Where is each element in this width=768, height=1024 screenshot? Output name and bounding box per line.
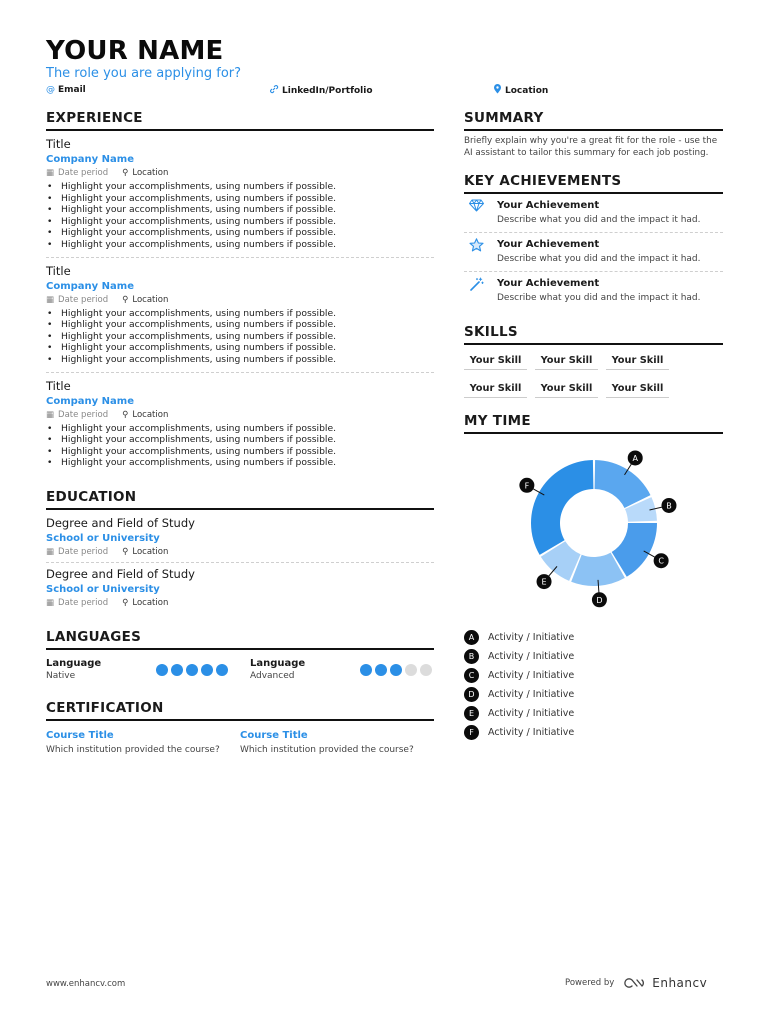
school-name: School or University (46, 532, 160, 544)
donut-slice-a (595, 460, 651, 508)
map-pin-icon: ⚲ (122, 294, 129, 305)
languages-heading: LANGUAGES (46, 629, 434, 650)
callout-label: E (541, 577, 547, 587)
callout-label: C (658, 556, 664, 566)
job-meta (46, 167, 434, 179)
contact-location (493, 84, 548, 98)
skill-tag: Your Skill (464, 379, 527, 398)
job-location (122, 409, 168, 421)
map-pin-icon (493, 84, 502, 98)
location-text: Location (132, 168, 169, 178)
donut-svg (464, 438, 723, 618)
date-text: Date period (58, 597, 109, 608)
date-text: Date period (58, 409, 109, 420)
date-text: Date period (58, 294, 109, 305)
calendar-icon: ▦ (46, 597, 55, 608)
divider (46, 562, 434, 563)
my-time-heading: MY TIME (464, 413, 723, 434)
date-period (46, 546, 108, 558)
date-text: Date period (58, 168, 109, 178)
legend-label: Activity / Initiative (488, 651, 575, 662)
rating-dot (390, 664, 402, 676)
rating-dot (171, 664, 183, 676)
date-period (46, 294, 108, 306)
experience-heading: EXPERIENCE (46, 110, 434, 131)
skills-heading: SKILLS (464, 324, 723, 345)
legend-item (464, 647, 723, 666)
achievement-item (464, 233, 723, 272)
language-level: Advanced (250, 670, 295, 681)
list-item: • Highlight your accomplishments, using numbers if possible. (46, 227, 434, 239)
calendar-icon: ▦ (46, 168, 55, 178)
education-meta (46, 546, 434, 558)
legend-badge: F (464, 725, 479, 740)
footer-website[interactable]: www.enhancv.com (46, 979, 126, 989)
language-name: Language (46, 657, 102, 669)
language-rating (360, 664, 432, 676)
education-location (122, 597, 168, 609)
location-text: Location (132, 597, 169, 608)
legend-label: Activity / Initiative (488, 708, 575, 719)
job-meta (46, 294, 434, 306)
summary-text: Briefly explain why you're a great fit for the role - use the AI assistant to tailor this summary for each job posting. (464, 136, 718, 158)
achievement-item (464, 272, 723, 310)
legend-label: Activity / Initiative (488, 670, 575, 681)
location-text: Location (132, 294, 169, 305)
enhancv-logo[interactable] (622, 976, 707, 990)
certification-item (240, 729, 434, 756)
course-title: Course Title (240, 729, 308, 741)
achievement-title: Your Achievement (497, 200, 600, 211)
achievement-desc: Describe what you did and the impact it had. (497, 254, 701, 264)
rating-dot (216, 664, 228, 676)
achievement-title: Your Achievement (497, 278, 600, 289)
language-rating (156, 664, 228, 676)
link-icon (269, 84, 279, 98)
list-item: • Highlight your accomplishments, using numbers if possible. (46, 342, 434, 354)
enhancv-logo-icon (622, 977, 646, 989)
education-location (122, 546, 168, 558)
legend-badge: B (464, 649, 479, 664)
experience-entry (46, 137, 434, 251)
job-title: Title (46, 137, 71, 151)
experience-entry (46, 264, 434, 366)
company-name: Company Name (46, 395, 134, 407)
legend-item (464, 723, 723, 742)
list-item: • Highlight your accomplishments, using numbers if possible. (46, 434, 434, 446)
skill-tag: Your Skill (606, 351, 669, 370)
donut-slice-f (531, 460, 593, 555)
list-item: • Highlight your accomplishments, using numbers if possible. (46, 354, 434, 366)
legend-item (464, 628, 723, 647)
degree: Degree and Field of Study (46, 566, 195, 581)
rating-dot (420, 664, 432, 676)
achievement-list (464, 194, 723, 310)
language-level: Native (46, 670, 76, 681)
accomplishment-list (46, 181, 434, 251)
rating-dot (186, 664, 198, 676)
map-pin-icon: ⚲ (122, 409, 129, 420)
language-name: Language (250, 657, 306, 669)
legend-badge: A (464, 630, 479, 645)
legend-label: Activity / Initiative (488, 727, 575, 738)
job-location (122, 294, 168, 306)
chart-legend (464, 628, 723, 742)
list-item: • Highlight your accomplishments, using numbers if possible. (46, 331, 434, 343)
list-item: • Highlight your accomplishments, using numbers if possible. (46, 457, 434, 469)
legend-badge: C (464, 668, 479, 683)
calendar-icon: ▦ (46, 294, 55, 305)
list-item: • Highlight your accomplishments, using numbers if possible. (46, 308, 434, 320)
location-text: Location (132, 409, 169, 420)
course-title: Course Title (46, 729, 114, 741)
education-heading: EDUCATION (46, 489, 434, 510)
left-column (46, 110, 434, 756)
legend-badge: E (464, 706, 479, 721)
calendar-icon: ▦ (46, 546, 55, 557)
location-label: Location (505, 86, 549, 96)
callout-label: F (524, 481, 530, 491)
footer-branding (565, 976, 707, 990)
list-item: • Highlight your accomplishments, using numbers if possible. (46, 181, 434, 193)
list-item: • Highlight your accomplishments, using numbers if possible. (46, 446, 434, 458)
company-name: Company Name (46, 280, 134, 292)
rating-dot (360, 664, 372, 676)
degree: Degree and Field of Study (46, 515, 195, 530)
legend-label: Activity / Initiative (488, 689, 575, 700)
achievement-title: Your Achievement (497, 239, 600, 250)
rating-dot (156, 664, 168, 676)
summary-heading: SUMMARY (464, 110, 723, 131)
target-role: The role you are applying for? (46, 66, 242, 81)
legend-badge: D (464, 687, 479, 702)
callout-label: D (596, 595, 603, 605)
list-item: • Highlight your accomplishments, using numbers if possible. (46, 423, 434, 435)
right-column (464, 110, 723, 742)
achievement-desc: Describe what you did and the impact it had. (497, 293, 701, 303)
skill-tag: Your Skill (535, 379, 598, 398)
date-period (46, 597, 108, 609)
map-pin-icon: ⚲ (122, 546, 129, 557)
map-pin-icon: ⚲ (122, 168, 129, 178)
experience-entry (46, 379, 434, 469)
achievement-item (464, 194, 723, 233)
certification-item (46, 729, 240, 756)
accomplishment-list (46, 423, 434, 469)
legend-item (464, 704, 723, 723)
education-entry (46, 567, 434, 609)
diamond-icon (464, 199, 497, 226)
divider (46, 372, 434, 373)
contact-email[interactable] (46, 84, 86, 96)
divider (46, 257, 434, 258)
brand-name: Enhancv (652, 976, 708, 990)
company-name: Company Name (46, 154, 134, 165)
legend-item (464, 666, 723, 685)
skill-list (464, 351, 723, 407)
school-name: School or University (46, 583, 160, 595)
skill-tag: Your Skill (535, 351, 598, 370)
certification-list (46, 729, 434, 756)
achievement-desc: Describe what you did and the impact it had. (497, 215, 701, 225)
rating-dot (375, 664, 387, 676)
list-item: • Highlight your accomplishments, using numbers if possible. (46, 193, 434, 205)
email-label: Email (58, 85, 86, 95)
accomplishment-list (46, 308, 434, 366)
list-item: • Highlight your accomplishments, using numbers if possible. (46, 216, 434, 228)
job-location (122, 167, 168, 179)
legend-label: Activity / Initiative (488, 632, 575, 643)
location-text: Location (132, 546, 169, 557)
contact-linkedin[interactable] (269, 84, 373, 98)
star-icon (464, 238, 497, 265)
list-item: • Highlight your accomplishments, using numbers if possible. (46, 239, 434, 251)
date-period (46, 409, 108, 421)
magic-wand-icon (464, 277, 497, 304)
achievements-heading: KEY ACHIEVEMENTS (464, 173, 723, 194)
skill-tag: Your Skill (606, 379, 669, 398)
course-institution: Which institution provided the course? (46, 744, 220, 755)
job-title: Title (46, 378, 71, 393)
education-meta (46, 597, 434, 609)
language-item (46, 658, 250, 682)
list-item: • Highlight your accomplishments, using numbers if possible. (46, 204, 434, 216)
job-title: Title (46, 263, 71, 278)
certification-heading: CERTIFICATION (46, 700, 434, 721)
powered-by-label: Powered by (565, 978, 615, 988)
legend-item (464, 685, 723, 704)
job-meta (46, 409, 434, 421)
skill-tag: Your Skill (464, 351, 527, 370)
linkedin-label: LinkedIn/Portfolio (282, 86, 373, 96)
education-entry (46, 516, 434, 558)
date-period (46, 167, 108, 179)
map-pin-icon: ⚲ (122, 597, 129, 608)
time-donut-chart (464, 438, 723, 618)
rating-dot (201, 664, 213, 676)
list-item: • Highlight your accomplishments, using numbers if possible. (46, 319, 434, 331)
callout-label: B (666, 501, 672, 511)
date-text: Date period (58, 546, 109, 557)
candidate-name: YOUR NAME (46, 36, 224, 66)
language-item (250, 658, 434, 682)
callout-label: A (632, 453, 638, 463)
course-institution: Which institution provided the course? (240, 744, 414, 755)
rating-dot (405, 664, 417, 676)
at-sign-icon: @ (46, 85, 55, 95)
calendar-icon: ▦ (46, 409, 55, 420)
language-list (46, 658, 434, 682)
